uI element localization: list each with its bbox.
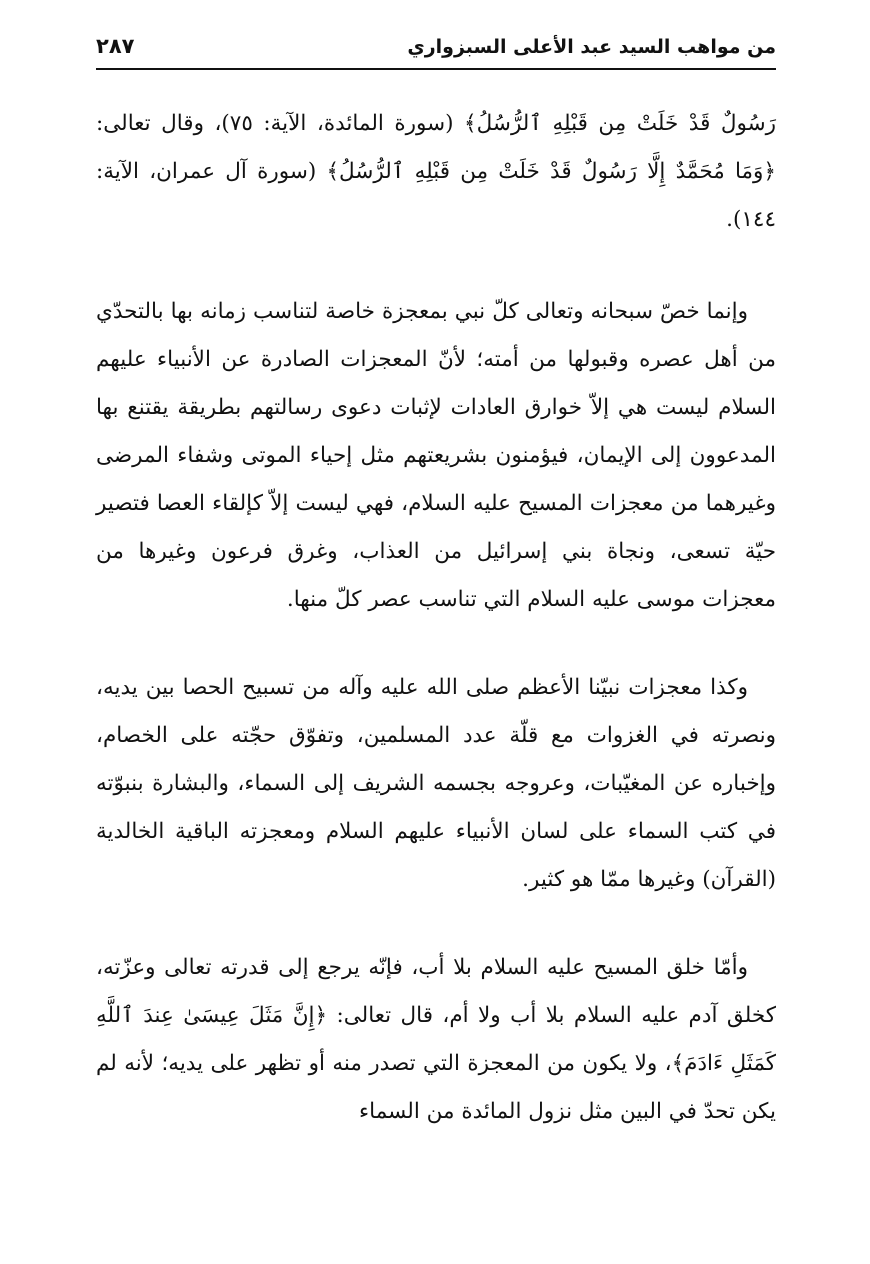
running-header xyxy=(96,30,776,70)
paragraph-quran-citations: رَسُولٌ قَدْ خَلَتْ مِن قَبْلِهِ ٱلرُّسُلُ﴾ (سورة المائدة، الآية: ٧٥)، وقال تعالى: ﴿وَمَا مُحَمَّدٌ إِلَّا رَسُولٌ قَدْ خَلَتْ مِن قَبْلِهِ ٱلرُّسُلُ﴾ (سورة آل عمران، الآية: ١٤٤). xyxy=(96,111,776,232)
paragraph-prophet-muhammad-miracles: وكذا معجزات نبيّنا الأعظم صلى الله عليه وآله من تسبيح الحصا بين يديه، ونصرته في الغزوات مع قلّة عدد المسلمين، وتفوّق حجّته على الخصام، وإخباره عن المغيّبات، وعروجه بجسمه الشريف إلى السماء، والبشارة بنبوّته في كتب السماء على لسان الأنبياء عليهم السلام ومعجزته الباقية الخالدية (القرآن) وغيرها ممّا هو كثير. xyxy=(96,675,776,892)
page-number: ٢٨٧ xyxy=(96,34,135,58)
paragraph-creation-of-messiah: وأمّا خلق المسيح عليه السلام بلا أب، فإنّه يرجع إلى قدرته تعالى وعزّته، كخلق آدم عليه السلام بلا أب ولا أم، قال تعالى: ﴿إِنَّ مَثَلَ عِيسَىٰ عِندَ ٱللَّهِ كَمَثَلِ ءَادَمَ﴾، ولا يكون من المعجزة التي تصدر منه أو تظهر على يديه؛ لأنه لم يكن تحدّ في البين مثل نزول المائدة من السماء xyxy=(96,955,776,1124)
running-title: من مواهب السيد عبد الأعلى السبزواري xyxy=(407,36,776,58)
paragraph-prophets-miracles: وإنما خصّ سبحانه وتعالى كلّ نبي بمعجزة خاصة لتناسب زمانه بها بالتحدّي من أهل عصره وقبولها من أمته؛ لأنّ المعجزات الصادرة عن الأنبياء عليهم السلام ليست هي إلاّ خوارق العادات لإثبات دعوى رسالتهم بطريقة يقتنع بها المدعوون إلى الإيمان، فيؤمنون بشريعتهم مثل إحياء الموتى وشفاء المرضى وغيرهما من معجزات المسيح عليه السلام، فهي ليست إلاّ كإلقاء العصا فتصير حيّة تسعى، ونجاة بني إسرائيل من العذاب، وغرق فرعون وغيرها من معجزات موسى عليه السلام التي تناسب عصر كلّ منها. xyxy=(96,299,776,612)
body-text xyxy=(96,100,776,1136)
